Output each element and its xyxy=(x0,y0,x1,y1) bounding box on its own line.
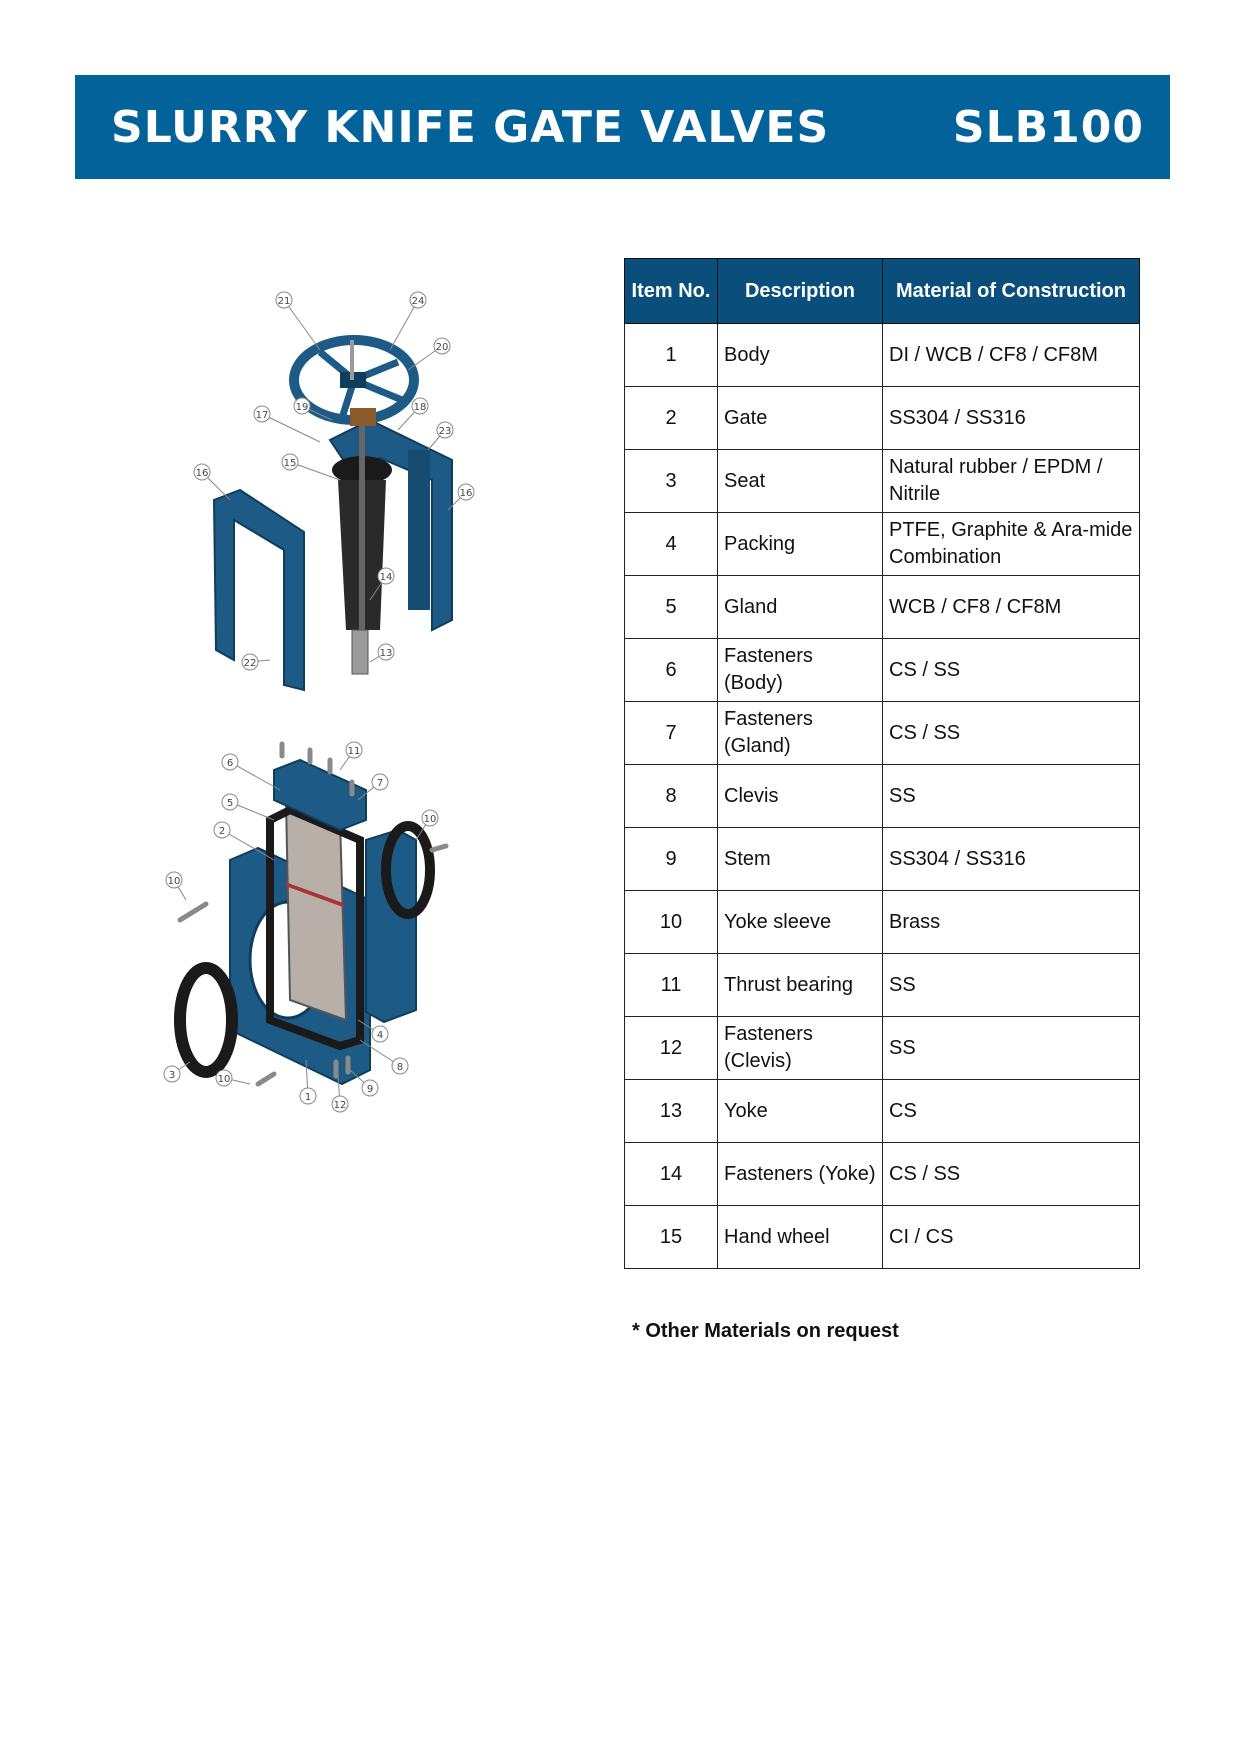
item-no: 5 xyxy=(625,576,718,639)
callout-9: 9 xyxy=(366,1084,374,1095)
item-material: PTFE, Graphite & Ara-mide Combination xyxy=(883,513,1140,576)
item-material: CS / SS xyxy=(883,1143,1140,1206)
header-description: Description xyxy=(718,259,883,324)
item-no: 8 xyxy=(625,765,718,828)
item-description: Fasteners (Gland) xyxy=(718,702,883,765)
callout-15: 15 xyxy=(283,458,297,469)
item-description: Clevis xyxy=(718,765,883,828)
table-row xyxy=(625,1143,1140,1206)
item-description: Body xyxy=(718,324,883,387)
item-material: WCB / CF8 / CF8M xyxy=(883,576,1140,639)
item-description: Thrust bearing xyxy=(718,954,883,1017)
callout-14: 14 xyxy=(379,572,393,583)
item-no: 10 xyxy=(625,891,718,954)
callout-16-left: 16 xyxy=(195,468,209,479)
item-no: 3 xyxy=(625,450,718,513)
item-description: Hand wheel xyxy=(718,1206,883,1269)
table-row xyxy=(625,891,1140,954)
item-description: Fasteners (Clevis) xyxy=(718,1017,883,1080)
table-row xyxy=(625,765,1140,828)
callout-6: 6 xyxy=(226,758,234,769)
table-row xyxy=(625,450,1140,513)
callout-3: 3 xyxy=(168,1070,176,1081)
item-material: CS / SS xyxy=(883,639,1140,702)
item-material: SS xyxy=(883,765,1140,828)
exploded-valve-diagram xyxy=(167,296,530,1260)
table-header-row xyxy=(625,259,1140,324)
item-no: 6 xyxy=(625,639,718,702)
yoke-left xyxy=(214,490,304,690)
item-description: Fasteners (Body) xyxy=(718,639,883,702)
page-title: SLURRY KNIFE GATE VALVES xyxy=(111,101,830,153)
callout-21: 21 xyxy=(277,296,291,307)
item-material: CI / CS xyxy=(883,1206,1140,1269)
callout-2: 2 xyxy=(218,826,226,837)
callout-18: 18 xyxy=(413,402,427,413)
callout-19: 19 xyxy=(295,402,309,413)
item-description: Yoke xyxy=(718,1080,883,1143)
header-material: Material of Construction xyxy=(883,259,1140,324)
item-description: Stem xyxy=(718,828,883,891)
item-no: 4 xyxy=(625,513,718,576)
item-material: CS / SS xyxy=(883,702,1140,765)
callout-4: 4 xyxy=(376,1030,384,1041)
callout-22: 22 xyxy=(243,658,257,669)
item-description: Fasteners (Yoke) xyxy=(718,1143,883,1206)
table-row xyxy=(625,1080,1140,1143)
table-row xyxy=(625,828,1140,891)
header-item-no: Item No. xyxy=(625,259,718,324)
table-row xyxy=(625,576,1140,639)
table-row xyxy=(625,1017,1140,1080)
item-material: Natural rubber / EPDM / Nitrile xyxy=(883,450,1140,513)
table-row xyxy=(625,639,1140,702)
item-description: Yoke sleeve xyxy=(718,891,883,954)
item-description: Seat xyxy=(718,450,883,513)
item-no: 2 xyxy=(625,387,718,450)
callout-8: 8 xyxy=(396,1062,404,1073)
callout-20: 20 xyxy=(435,342,449,353)
table-row xyxy=(625,513,1140,576)
table-row xyxy=(625,702,1140,765)
item-material: SS304 / SS316 xyxy=(883,387,1140,450)
callout-24: 24 xyxy=(411,296,425,307)
table-row xyxy=(625,387,1140,450)
item-no: 14 xyxy=(625,1143,718,1206)
item-description: Gate xyxy=(718,387,883,450)
materials-note: * Other Materials on request xyxy=(632,1320,899,1342)
table-row xyxy=(625,324,1140,387)
item-material: SS xyxy=(883,1017,1140,1080)
callout-10-bottom: 10 xyxy=(217,1074,231,1085)
callout-11: 11 xyxy=(347,746,361,757)
callout-10-left: 10 xyxy=(167,876,181,887)
item-material: SS304 / SS316 xyxy=(883,828,1140,891)
callout-1: 1 xyxy=(304,1092,312,1103)
callout-23: 23 xyxy=(438,426,452,437)
item-material: CS xyxy=(883,1080,1140,1143)
callout-10-right: 10 xyxy=(423,814,437,825)
callout-5: 5 xyxy=(226,798,234,809)
model-code: SLB100 xyxy=(952,101,1144,153)
item-no: 11 xyxy=(625,954,718,1017)
table-row xyxy=(625,1206,1140,1269)
item-material: DI / WCB / CF8 / CF8M xyxy=(883,324,1140,387)
item-no: 1 xyxy=(625,324,718,387)
title-banner xyxy=(75,75,1170,179)
item-no: 12 xyxy=(625,1017,718,1080)
item-no: 9 xyxy=(625,828,718,891)
item-no: 7 xyxy=(625,702,718,765)
item-no: 13 xyxy=(625,1080,718,1143)
materials-table xyxy=(624,258,1140,1269)
callout-13: 13 xyxy=(379,648,393,659)
item-material: SS xyxy=(883,954,1140,1017)
callout-7: 7 xyxy=(376,778,384,789)
callout-12: 12 xyxy=(333,1100,347,1111)
table-row xyxy=(625,954,1140,1017)
item-description: Gland xyxy=(718,576,883,639)
item-description: Packing xyxy=(718,513,883,576)
callout-16-right: 16 xyxy=(459,488,473,499)
callout-17: 17 xyxy=(255,410,269,421)
item-no: 15 xyxy=(625,1206,718,1269)
item-material: Brass xyxy=(883,891,1140,954)
